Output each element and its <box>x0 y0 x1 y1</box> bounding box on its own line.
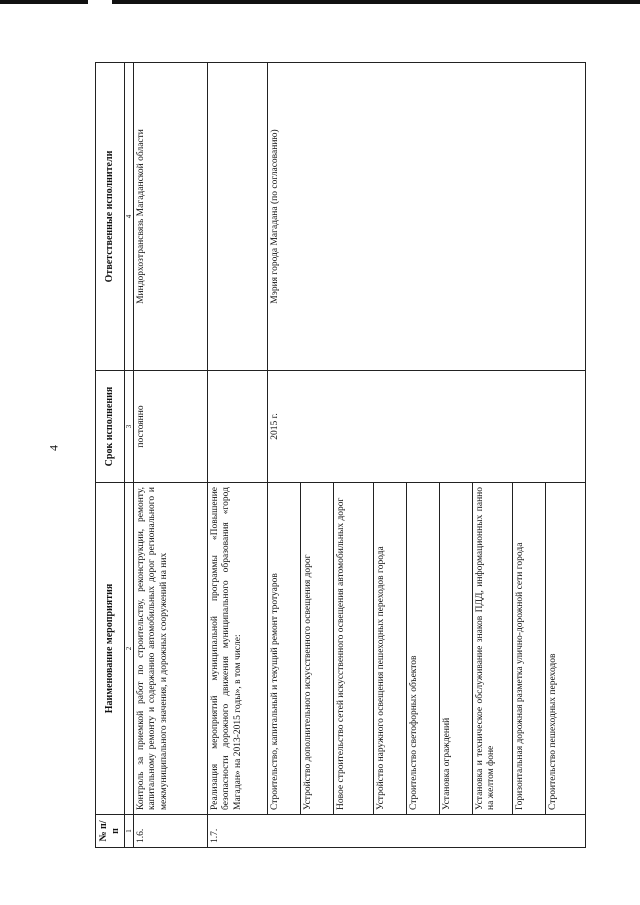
measures-table <box>95 62 586 848</box>
sub-measure-name: Строительство пешеходных переходов <box>546 483 586 815</box>
header-name: Наименование мероприятия <box>96 483 125 815</box>
sub-measure-name: Установка и техническое обслуживание знаков ПДД, информационных панно на желтом фоне <box>473 483 513 815</box>
measures-table-wrapper <box>95 63 579 848</box>
group-responsible: Мэрия города Магадана (по согласованию) <box>268 63 586 371</box>
sub-measure-name: Строительство, капитальный и текущий ремонт тротуаров <box>268 483 301 815</box>
table-row <box>134 63 208 848</box>
header-responsible: Ответственные исполнители <box>96 63 125 371</box>
sub-measure-name: Установка ограждений <box>440 483 473 815</box>
sub-measure-name: Новое строительство сетей искусственного освещения автомобильных дорог <box>334 483 374 815</box>
sub-measure-name: Горизонтальная дорожная разметка улично-дорожной сети города <box>513 483 546 815</box>
page-number: 4 <box>46 445 61 451</box>
measure-term: постоянно <box>134 371 208 483</box>
group-term: 2015 г. <box>268 371 586 483</box>
column-number: 3 <box>125 371 134 483</box>
measure-responsible <box>208 63 268 371</box>
sub-measure-name: Устройство дополнительного искусственного освещения дорог <box>301 483 334 815</box>
header-term: Срок исполнения <box>96 371 125 483</box>
row-number: 1.7. <box>208 815 586 848</box>
sub-measure-name: Устройство наружного освещения пешеходных переходов города <box>374 483 407 815</box>
row-number: 1.6. <box>134 815 208 848</box>
header-row <box>96 63 125 848</box>
measure-name: Контроль за приемкой работ по строительству, реконструкции, ремонту, капитальному ремонту и содержанию автомобильных дорог регионального и межмуниципального значения, и дорожных сооружений на них <box>134 483 208 815</box>
sub-measure-name: Строительство светофорных объектов <box>407 483 440 815</box>
measure-responsible: Миндорхозтрансвязь Магаданской области <box>134 63 208 371</box>
sub-measure-row <box>268 63 301 848</box>
column-number-row <box>125 63 134 848</box>
table-row <box>208 63 268 848</box>
top-edge-marks <box>0 0 640 5</box>
measure-term <box>208 371 268 483</box>
column-number: 2 <box>125 483 134 815</box>
column-number: 1 <box>125 815 134 848</box>
measure-name: Реализация мероприятий муниципальной программы «Повышение безопасности дорожного движения муниципального образования «город Магадан» на 2013-2015 годы», в том числе: <box>208 483 268 815</box>
header-num: № п/п <box>96 815 125 848</box>
column-number: 4 <box>125 63 134 371</box>
